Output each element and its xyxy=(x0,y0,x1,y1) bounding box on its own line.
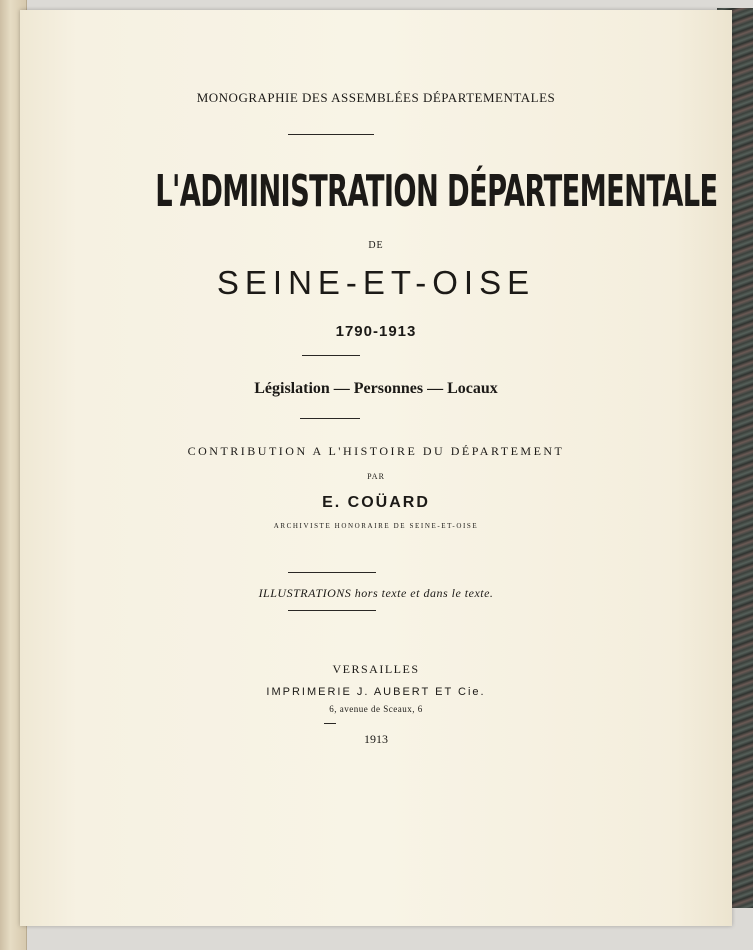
divider-rule xyxy=(288,134,374,135)
publication-city: VERSAILLES xyxy=(332,662,420,676)
main-title: L'ADMINISTRATION DÉPARTEMENTALE xyxy=(155,166,718,217)
title-page xyxy=(20,10,732,926)
date-range: 1790-1913 xyxy=(335,323,417,340)
by-line-connector: PAR xyxy=(367,472,385,481)
series-title: MONOGRAPHIE DES ASSEMBLÉES DÉPARTEMENTALES xyxy=(196,90,556,105)
contribution-line: CONTRIBUTION A L'HISTOIRE DU DÉPARTEMENT xyxy=(187,444,565,458)
title-connector: DE xyxy=(368,240,384,251)
author-name: E. COÜARD xyxy=(322,494,430,511)
author-title: ARCHIVISTE HONORAIRE DE SEINE-ET-OISE xyxy=(273,522,479,530)
divider-rule xyxy=(302,355,360,356)
divider-rule xyxy=(300,418,360,419)
printer-address: 6, avenue de Sceaux, 6 xyxy=(329,704,423,714)
divider-rule xyxy=(324,723,336,724)
illustrations-note: ILLUSTRATIONS hors texte et dans le texte. xyxy=(258,586,494,600)
divider-rule xyxy=(288,610,376,611)
department-name: SEINE-ET-OISE xyxy=(216,264,536,301)
printer-name: IMPRIMERIE J. AUBERT ET Cie. xyxy=(266,686,486,698)
subjects-line: Législation — Personnes — Locaux xyxy=(254,380,498,397)
publication-year: 1913 xyxy=(364,732,388,746)
divider-rule xyxy=(288,572,376,573)
